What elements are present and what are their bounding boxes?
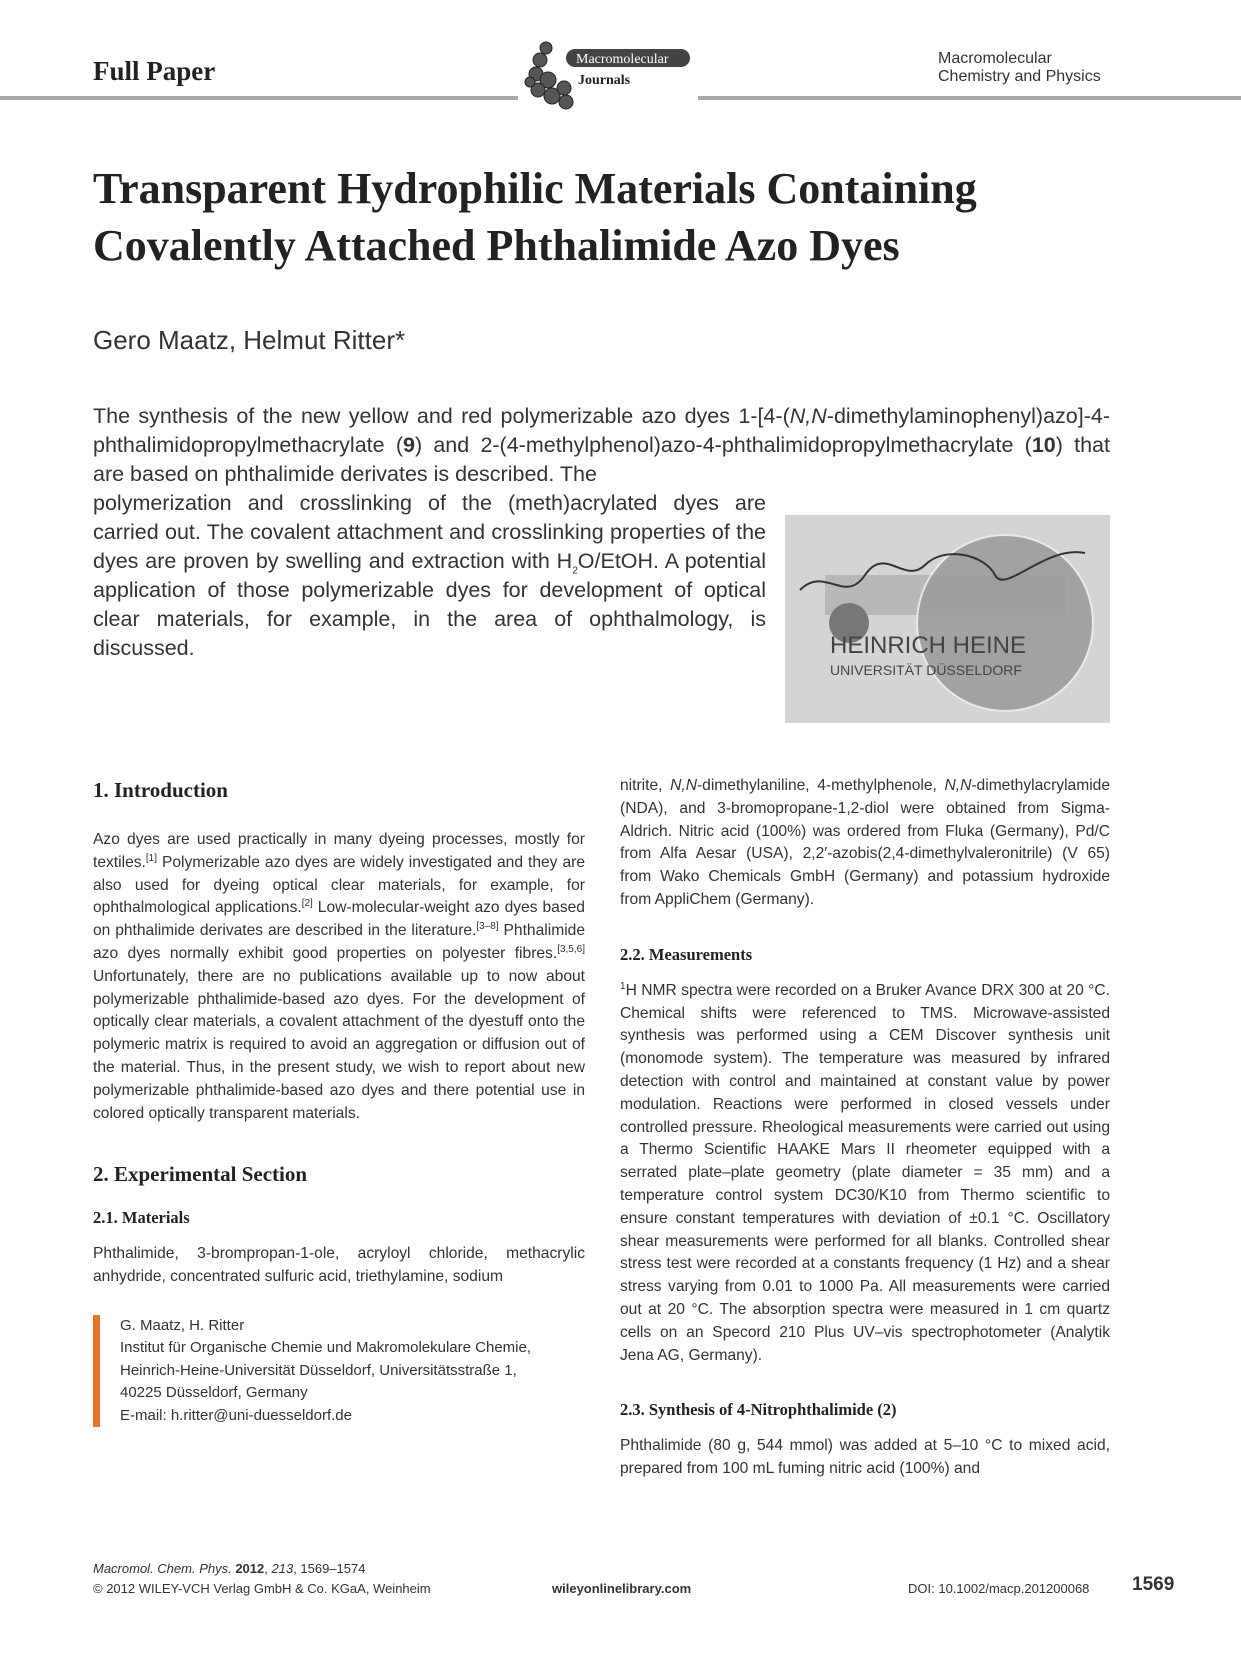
section-heading-experimental: 2. Experimental Section (93, 1162, 308, 1187)
text-segment: ) and 2-(4-methylphenol)azo-4-phthalimidopropylmethacrylate ( (414, 433, 1032, 457)
text-segment: The synthesis of the new yellow and red polymerizable azo dyes 1-[4-( (93, 404, 790, 428)
footer-citation (93, 1561, 365, 1576)
materials-text-continued (620, 775, 1110, 912)
affiliation-email[interactable]: E-mail: h.ritter@uni-duesseldorf.de (120, 1406, 352, 1424)
text-segment: Azo dyes are used practically in many dyeing processes, mostly for textiles. (93, 831, 585, 871)
text-segment: , 1569–1574 (293, 1561, 366, 1576)
text-segment: H NMR spectra were recorded on a Bruker Avance DRX 300 at 20 °C. Chemical shifts were referenced to TMS. Microwave-assisted synthesis was performed using a CEM Discover synthesis unit (monomode system). The temperature was measured by infrared detection with control and maintained at constant value by power modulation. Reactions were performed in closed vessels under controlled pressure. Rheological measurements were carried out using a Thermo Scientific HAAKE Mars II rheometer equipped with a serrated plate–plate geometry (plate diameter = 35 mm) and a temperature control system DC30/K10 from Thermo scientific to ensure constant temperatures with deviation of ±0.1 °C. Oscillatory shear measurements were performed for all blanks. Controlled shear stress test were recorded at a constants frequency (1 Hz) and a shear stress varying from 0.01 to 1000 Pa. All measurements were carried out at 20 °C. The absorption spectra were measured in 1 cm quartz cells on an Specord 210 Plus UV–vis spectrophotometer (Analytik Jena AG, Germany). (620, 981, 1110, 1364)
author-affiliation (93, 1315, 585, 1428)
subsection-heading-materials: 2.1. Materials (93, 1208, 190, 1228)
text-segment: O/EtOH. A potential application of those polymerizable dyes for development of optical clear materials, for example, in the area of ophthalmology, is discussed. (93, 549, 767, 660)
abstract-row (93, 489, 1110, 723)
authors: Gero Maatz, Helmut Ritter* (93, 325, 406, 355)
text-segment: nitrite, (620, 777, 671, 794)
text-segment: 2 (572, 565, 578, 577)
text-segment: N,N (789, 404, 827, 428)
text-segment: 9 (402, 433, 415, 457)
right-column (620, 775, 1110, 1481)
paper-title: Transparent Hydrophilic Materials Containing Covalently Attached Phthalimide Azo Dyes (93, 164, 977, 270)
text-segment: Phthalimide azo dyes normally exhibit good properties on polyester fibres. (93, 922, 586, 962)
logo-text-1: Macromolecular (576, 52, 669, 67)
footer-copyright: © 2012 WILEY-VCH Verlag GmbH & Co. KGaA, Weinheim (93, 1581, 431, 1596)
footer-website-link[interactable]: wileyonlinelibrary.com (552, 1581, 692, 1596)
running-head: Full Paper (93, 56, 216, 86)
heine-logo-line-1: HEINRICH HEINE (830, 632, 1027, 659)
graphical-abstract-image (785, 515, 1110, 723)
text-segment: [1] (145, 852, 157, 864)
measurements-text (620, 980, 1110, 1368)
text-segment: Unfortunately, there are no publications available up to now about polymerizable phthalimide-based azo dyes. For the development of optically clear materials, a covalent attachment of the dyestuff onto the polymeric matrix is required to avoid an aggregation or diffusion out of the material. Thus, in the present study, we wish to report about new polymerizable phthalimide-based azo dyes and there potential use in colored optically transparent materials. (93, 967, 585, 1122)
abstract-part-1 (93, 402, 1110, 489)
affiliation-institute: Institut für Organische Chemie und Makromolekulare Chemie, (120, 1339, 532, 1357)
macromolecular-journals-logo (518, 36, 698, 114)
text-segment: -dimethylacrylamide (NDA), and 3-bromopropane-1,2-diol were obtained from Sigma-Aldrich. Nitric acid (100%) was ordered from Fluka (Germany), Pd/C from Alfa Aesar (USA), 2,2′-azobis(2,4-dimethylvaleronitrile) (V 65) from Wako Chemicals GmbH (Germany) and potassium hydroxide from AppliChem (Germany). (620, 777, 1111, 908)
text-segment: 2012 (235, 1561, 265, 1576)
introduction-text (93, 829, 585, 1125)
text-segment: [3,5,6] (557, 943, 585, 955)
text-segment: Low-molecular-weight azo dyes based on phthalimide derivates are described in the literature. (93, 899, 585, 940)
affiliation-names: G. Maatz, H. Ritter (120, 1316, 245, 1334)
synthesis-text (620, 1435, 1110, 1481)
section-heading-introduction: 1. Introduction (93, 778, 228, 802)
affiliation-university: Heinrich-Heine-Universität Düsseldorf, Universitätsstraße 1, (120, 1361, 517, 1379)
page-number: 1569 (1132, 1574, 1175, 1595)
text-segment: [2] (301, 898, 313, 910)
materials-text (93, 1243, 585, 1289)
abstract-part-2 (93, 489, 766, 663)
journal-line-2: Chemistry and Physics (938, 68, 1101, 85)
text-segment: N,N (944, 777, 972, 794)
text-segment: 1 (620, 980, 626, 992)
subsection-heading-synthesis: 2.3. Synthesis of 4-Nitrophthalimide (2) (620, 1400, 897, 1420)
text-segment: polymerization and crosslinking of the (meth)acrylated dyes are carried out. The covalent attachment and crosslinking properties of the dyes are proven by swelling and extraction with H (93, 491, 766, 573)
journal-name (938, 50, 1101, 86)
text-segment: 10 (1031, 433, 1056, 457)
text-segment: Macromol. Chem. Phys. (93, 1561, 236, 1576)
text-segment: [3–8] (476, 921, 499, 932)
title-block (93, 160, 1110, 723)
logo-text-2: Journals (578, 73, 631, 88)
left-column (93, 775, 585, 1427)
text-segment: Phthalimide, 3-brompropan-1-ole, acryloyl chloride, methacrylic anhydride, concentrated sulfuric acid, triethylamine, sodium (93, 1245, 585, 1286)
text-segment: , (264, 1561, 272, 1576)
text-segment: -dimethylaniline, 4-methylphenole, (696, 777, 945, 794)
text-segment: 213 (271, 1561, 294, 1576)
footer-doi[interactable]: DOI: 10.1002/macp.201200068 (908, 1581, 1090, 1596)
journal-line-1: Macromolecular (938, 50, 1052, 67)
text-segment: Polymerizable azo dyes are widely investigated and they are also used for dyeing optical clear materials, for example, for ophthalmological applications. (93, 853, 585, 917)
affiliation-city: 40225 Düsseldorf, Germany (120, 1384, 308, 1402)
text-segment: N,N (670, 777, 697, 794)
text-segment: ) that are based on phthalimide derivates is described. The (93, 433, 1110, 486)
subsection-heading-measurements: 2.2. Measurements (620, 944, 753, 964)
text-segment: -dimethylaminophenyl)azo]-4-phthalimidopropylmethacrylate ( (93, 404, 1110, 457)
text-segment: Phthalimide (80 g, 544 mmol) was added at 5–10 °C to mixed acid, prepared from 100 mL fuming nitric acid (100%) and (620, 1437, 1110, 1478)
heine-logo-line-2: UNIVERSITÄT DÜSSELDORF (830, 662, 1022, 678)
